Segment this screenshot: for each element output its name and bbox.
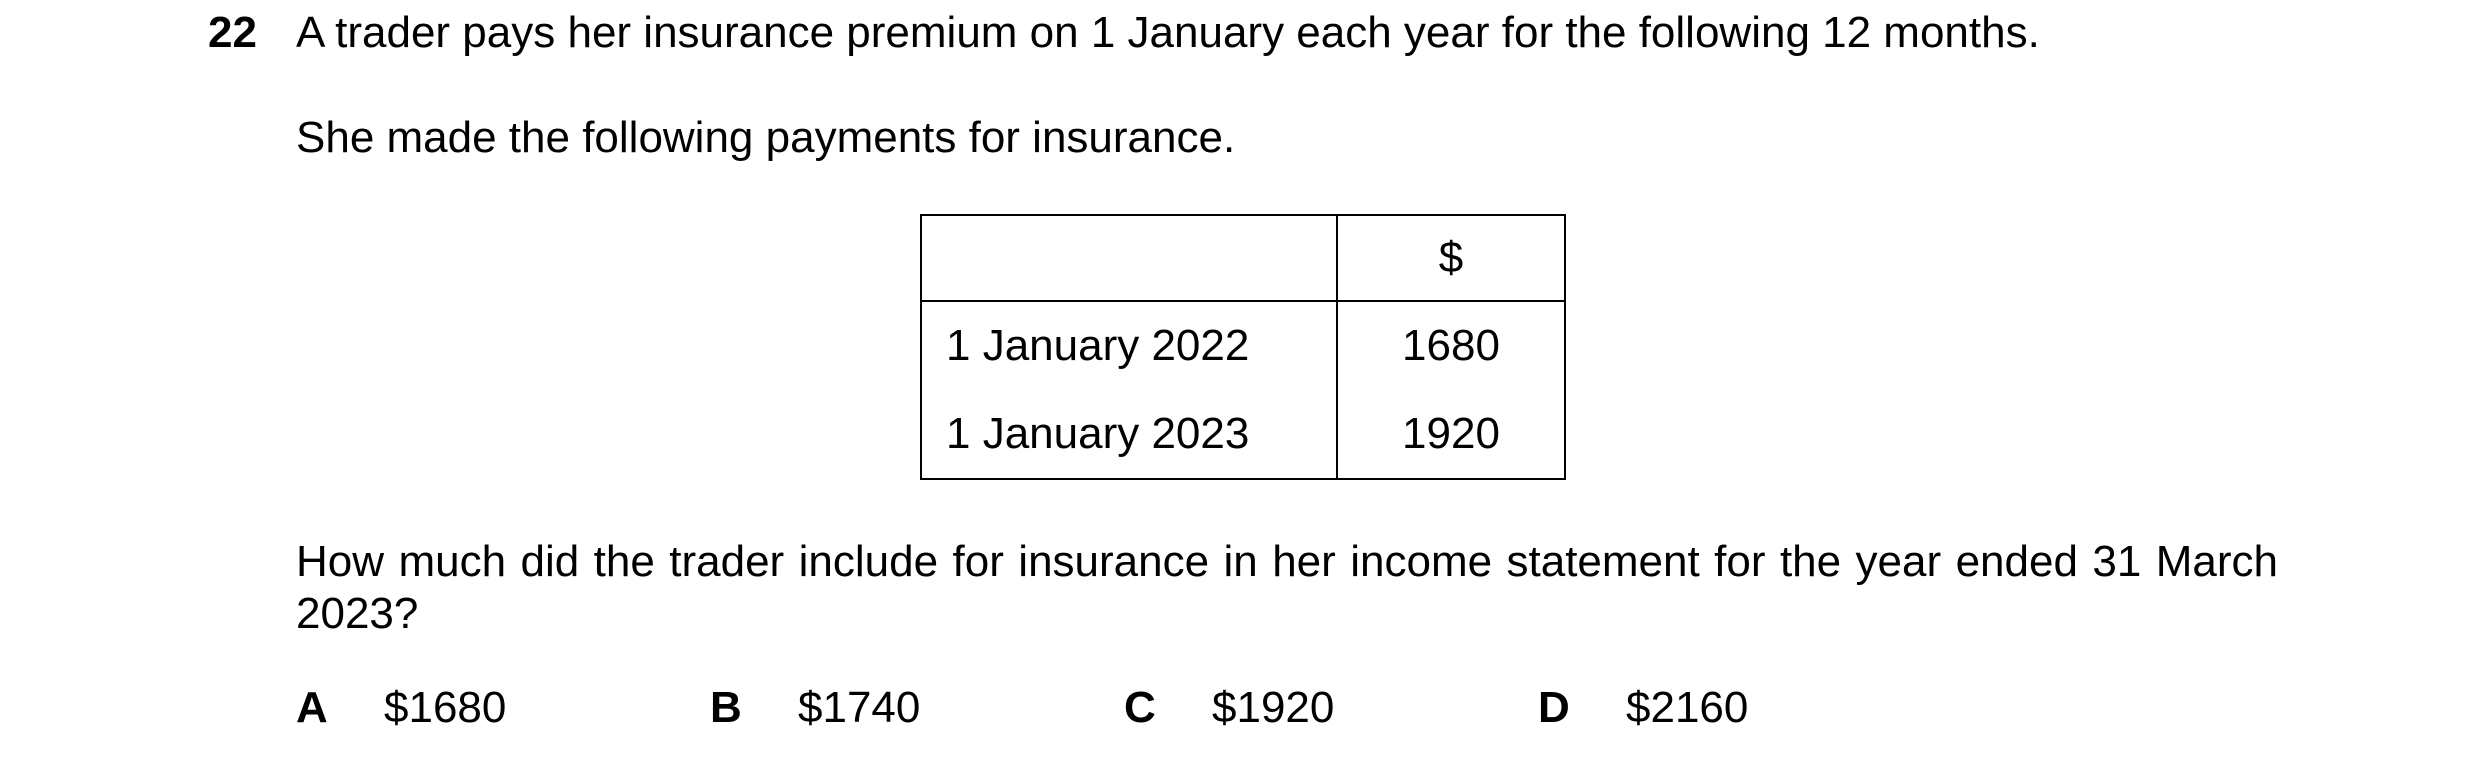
payment-date: 1 January 2023 [921, 390, 1337, 479]
option-value: $1920 [1212, 683, 1335, 732]
option-letter: A [296, 683, 328, 732]
option-d[interactable] [1538, 682, 1748, 734]
payment-date: 1 January 2022 [921, 301, 1337, 390]
header-date [921, 215, 1337, 301]
option-c[interactable] [1124, 682, 1334, 734]
payment-amount: 1920 [1337, 390, 1565, 479]
payments-table [920, 214, 1566, 480]
question-number: 22 [208, 8, 257, 57]
option-letter: B [710, 683, 742, 732]
option-value: $1740 [798, 683, 921, 732]
payment-amount: 1680 [1337, 301, 1565, 390]
option-a[interactable] [296, 682, 506, 734]
option-letter: D [1538, 683, 1570, 732]
option-value: $1680 [384, 683, 507, 732]
table-intro: She made the following payments for insurance. [296, 113, 1236, 162]
table-header-row [921, 215, 1565, 301]
table-row [921, 390, 1565, 479]
option-b[interactable] [710, 682, 920, 734]
question-stem: A trader pays her insurance premium on 1 January each year for the following 12 months. [296, 8, 2040, 57]
table-row [921, 301, 1565, 390]
answer-options [0, 682, 2480, 738]
question-prompt: How much did the trader include for insurance in her income statement for the year ended 31 March 2023? [296, 537, 2278, 638]
header-currency: $ [1337, 215, 1565, 301]
option-value: $2160 [1626, 683, 1749, 732]
option-letter: C [1124, 683, 1156, 732]
